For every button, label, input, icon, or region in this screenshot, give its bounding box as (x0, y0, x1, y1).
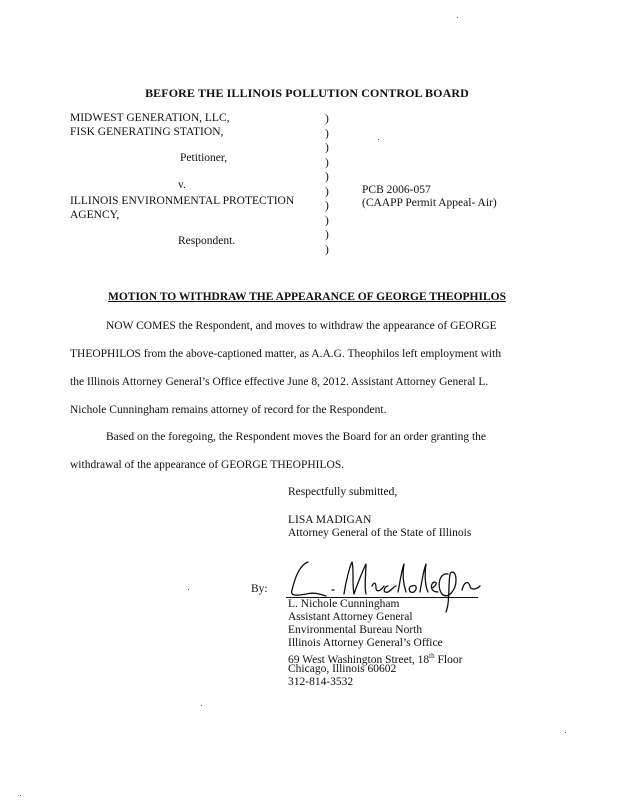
petitioner-label: Petitioner, (180, 152, 228, 164)
signer-title: Assistant Attorney General (288, 611, 413, 623)
street-text: 69 West Washington Street, 18 (288, 653, 430, 666)
attorney-general-title: Attorney General of the State of Illinois (288, 527, 472, 539)
case-number: PCB 2006-057 (362, 184, 431, 196)
paren: ) (325, 200, 329, 212)
attorney-general-block (288, 514, 471, 540)
case-type: (CAAPP Permit Appeal- Air) (362, 197, 497, 209)
attorney-general-name: LISA MADIGAN (288, 514, 372, 526)
respondent-name-line1: ILLINOIS ENVIRONMENTAL PROTECTION (70, 195, 295, 207)
case-caption-parties (70, 112, 294, 249)
petitioner-name-line2: FISK GENERATING STATION, (70, 125, 224, 138)
paragraph-line: Based on the foregoing, the Respondent moves the Board for an order granting the (106, 431, 487, 443)
signer-bureau: Environmental Bureau North (288, 624, 423, 636)
paren: ) (325, 229, 329, 241)
paren: ) (325, 214, 329, 227)
respondent-label: Respondent. (178, 235, 236, 247)
floor-suffix: Floor (434, 653, 463, 666)
caption-blank (70, 222, 294, 235)
case-number-block (362, 184, 497, 210)
paragraph-line: NOW COMES the Respondent, and moves to withdraw the appearance of GEORGE (106, 320, 497, 332)
paragraph-line: Nichole Cunningham remains attorney of record for the Respondent. (70, 404, 387, 416)
paren: ) (325, 113, 329, 125)
floor-superscript: th (429, 652, 435, 660)
board-title: BEFORE THE ILLINOIS POLLUTION CONTROL BOARD (145, 86, 469, 100)
scan-speck (378, 139, 379, 140)
caption-blank (70, 139, 294, 152)
signer-street (288, 650, 463, 666)
signer-city: Chicago, Illinois 60602 (288, 663, 397, 675)
paren: ) (325, 185, 329, 198)
scan-speck (188, 589, 189, 590)
signer-block (288, 598, 462, 689)
paren: ) (325, 127, 329, 140)
signer-name: L. Nichole Cunningham (288, 598, 400, 610)
closing-block (288, 486, 397, 499)
scan-speck (20, 795, 21, 796)
motion-title: MOTION TO WITHDRAW THE APPEARANCE OF GEORGE THEOPHILOS (107, 291, 506, 303)
paragraph-line: withdrawal of the appearance of GEORGE THEOPHILOS. (70, 459, 345, 471)
petitioner-name-line1: MIDWEST GENERATION, LLC, (70, 112, 230, 124)
respondent-name-line2: AGENCY, (70, 208, 120, 221)
versus-label: v. (178, 178, 186, 191)
paren: ) (325, 171, 329, 183)
paren: ) (325, 243, 329, 256)
scan-speck (201, 705, 202, 706)
paren: ) (325, 156, 329, 169)
by-label: By: (251, 583, 268, 595)
closing-text: Respectfully submitted, (288, 486, 398, 498)
caption-parentheses (325, 112, 329, 257)
signer-office: Illinois Attorney General’s Office (288, 637, 443, 649)
paragraph-line: THEOPHILOS from the above-captioned matter, as A.A.G. Theophilos left employment with (70, 348, 502, 360)
scan-speck (457, 17, 458, 18)
scan-speck (565, 732, 566, 733)
signer-phone: 312-814-3532 (288, 676, 354, 688)
caption-blank (70, 166, 294, 179)
paragraph-line: the Illinois Attorney General’s Office effective June 8, 2012. Assistant Attorney General L. (70, 376, 489, 388)
paren: ) (325, 142, 329, 154)
